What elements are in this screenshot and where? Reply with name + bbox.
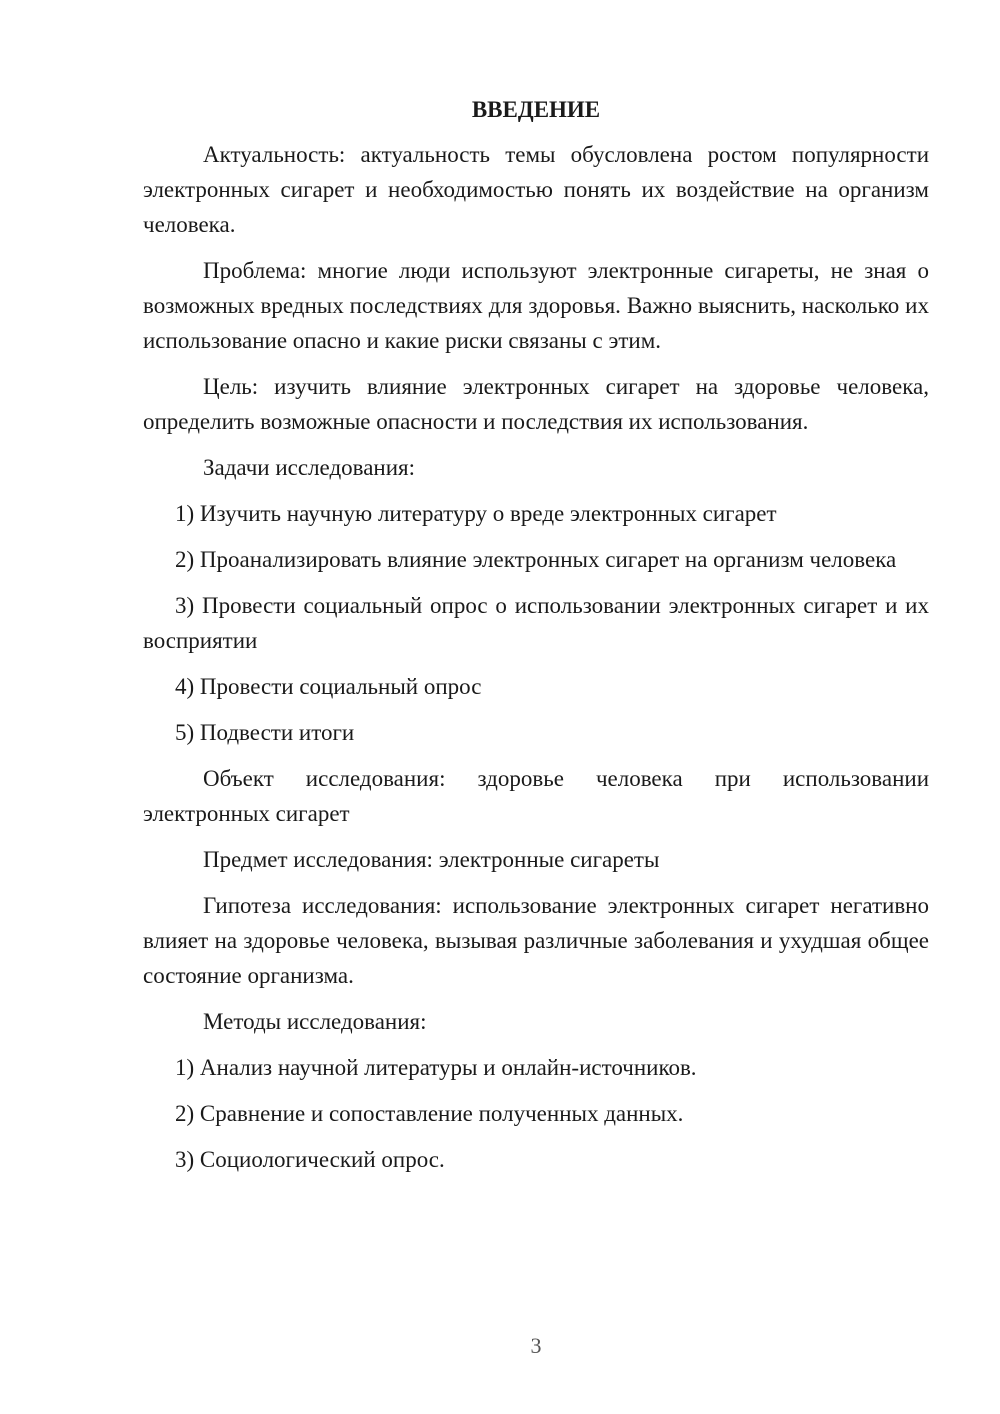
subject-paragraph: Предмет исследования: электронные сигареты	[203, 847, 660, 872]
task-item-2: 2) Проанализировать влияние электронных сигарет на организм человека	[175, 547, 897, 572]
task-item-3: 3) Провести социальный опрос о использовании электронных сигарет и их восприятии	[143, 593, 929, 653]
problem-paragraph: Проблема: многие люди используют электронные сигареты, не зная о возможных вредных последствиях для здоровья. Важно выяснить, насколько их использование опасно и какие риски связаны с этим.	[143, 258, 929, 353]
page-content	[143, 92, 929, 1188]
object-paragraph: Объект исследования: здоровье человека при использовании электронных сигарет	[143, 766, 929, 826]
section-heading: ВВЕДЕНИЕ	[471, 97, 601, 122]
methods-title: Методы исследования:	[203, 1009, 427, 1034]
tasks-title: Задачи исследования:	[203, 455, 416, 480]
task-item-1: 1) Изучить научную литературу о вреде электронных сигарет	[175, 501, 777, 526]
method-item-2: 2) Сравнение и сопоставление полученных данных.	[175, 1101, 684, 1126]
method-item-3: 3) Социологический опрос.	[175, 1147, 445, 1172]
task-item-5: 5) Подвести итоги	[175, 720, 355, 745]
relevance-paragraph: Актуальность: актуальность темы обусловлена ростом популярности электронных сигарет и необходимостью понять их воздействие на организм человека.	[143, 142, 929, 237]
method-item-1: 1) Анализ научной литературы и онлайн-источников.	[175, 1055, 697, 1080]
goal-paragraph: Цель: изучить влияние электронных сигарет на здоровье человека, определить возможные опасности и последствия их использования.	[143, 374, 929, 434]
task-item-4: 4) Провести социальный опрос	[175, 674, 482, 699]
page-number: 3	[530, 1333, 542, 1358]
hypothesis-paragraph: Гипотеза исследования: использование электронных сигарет негативно влияет на здоровье человека, вызывая различные заболевания и ухудшая общее состояние организма.	[143, 893, 929, 988]
